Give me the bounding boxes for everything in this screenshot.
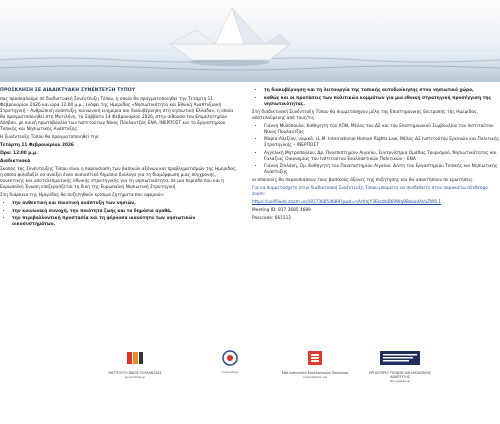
left-column: [0, 88, 238, 230]
ineposst-logo-icon: [220, 350, 240, 366]
focus-label: Στη διάρκεια της Ημερίδας θα συζητηθούν κρίσιμα ζητήματα που αφορούν:: [0, 193, 165, 198]
list-item: • Μαρία Αλεξίου, νομικό, LL.M. International Human Rights Law, Μέλος ΔΣ Ινστιτούτου Ερευνών και Πολιτικής Στρατηγικής – INEPΠOΣT: [264, 137, 500, 149]
logo-url[interactable]: enainstitute.org: [303, 375, 327, 379]
invitation-title: ΠΡΟΣΚΛΗΣΗ ΣΕ ΔΙΑΔΙΚΤΥΑΚΗ ΣΥΝΕΝΤΕΥΞΗ ΤΥΠΟΥ: [0, 88, 136, 93]
list-item: • την κοινωνική συνοχή, την ποιότητα ζωής και τα δημόσια αγαθά,: [12, 209, 238, 215]
focus-list: [0, 201, 238, 228]
join-label: Για να συμμετάσχετε στην διαδικτυακή Συνέντευξη Τύπου μπορείτε να συνδεθείτε στον παρακάτω σύνδεσμο zoom:: [252, 186, 488, 197]
logo-ineposst: [195, 350, 265, 386]
when-date: Τετάρτη 11 Φεβρουαρίου 2026: [0, 143, 74, 148]
passcode: Passcode: 661512: [252, 216, 292, 221]
ena-logo-icon: [305, 350, 325, 366]
logo-caption: ΙΝΣΤΙΤΟΥΤΟ ΝΙΚΟΣ ΠΟΥΛΑΝΤΖΑΣ: [108, 371, 162, 375]
zoom-link[interactable]: https://us06web.zoom.us/j/81736854689?pwd=nArfmjY3EkdzbB69Wq9BekodAVaZW8.1: [252, 200, 442, 205]
meeting-id: Meeting ID: 817 3685 4689: [252, 208, 311, 213]
logo-aegean-lab: [365, 350, 435, 386]
questions-paragraph: οι οποίοι/ες θα παρουσιάσουν τους βασικούς άξονες της συζήτησης και θα απαντήσουν σε ερωτήσεις.: [252, 178, 474, 183]
paper-boat-illustration: [0, 0, 500, 82]
press-invitation: [0, 88, 500, 338]
aegean-lab-logo-icon: [380, 350, 420, 366]
purpose-paragraph: Σκοπός της Συνέντευξης Τύπου είναι η παρουσίαση των βασικών αξόνων και προβληματισμών της Ημερίδας, η οποία φιλοδοξεί να ανοίξει έναν ουσιαστικό δημόσιο διάλογο για τη διαμόρφωση μιας σύγχρονης, συνεκτικής και αποτελεσματικής εθνικής στρατηγικής για τη νησιωτικότητα, σε μια περίοδο που και η Ευρωπαϊκή Ένωση επεξεργάζεται τη δική της Ευρωπαϊκή Νησιωτική Στρατηγική.: [0, 167, 237, 190]
list-item: • Γιάννη Μυλόπουλο, Καθηγητή του ΑΠΘ, Μέλος του ΔΣ και του Επιστημονικού Συμβουλίου του Ινστιτούτου Νίκος Πουλαντζάς: [264, 124, 500, 136]
logo-url[interactable]: ldd.aegean.gr: [389, 379, 411, 383]
speakers-intro: Στη διαδικτυακή Συνέντευξη Τύπου θα συμμετάσχουν μέλη της Επιστημονικής Επιτροπής της Ημερίδας, αποτελούμενης από τους/τις:: [252, 109, 479, 121]
list-item: • Αγγελική Μητροπούλου, Δρ. Πανεπιστημίου Αιγαίου, Συντονίστρια Ομάδας Τουρισμού, Νησιωτικότητας και Γαλάζιας Οικονομίας του Ινστιτούτου Εναλλακτικών Πολιτικών – ENA: [264, 151, 500, 163]
logo-caption: ΕΝΑ Ινστιτούτο Εναλλακτικών Πολιτικών: [281, 371, 349, 375]
list-item: • καθώς και οι προτάσεις των πολιτικών κομμάτων για μια εθνική στρατηγική προσέγγιση της νησιωτικότητας.: [264, 96, 500, 108]
poulantzas-logo-icon: [125, 350, 145, 366]
logo-caption: ΕΡΓΑΣΤΗΡΙΟ ΤΟΠΙΚΗΣ ΚΑΙ ΝΗΣΙΩΤΙΚΗΣ ΑΝΑΠΤΥΞΗΣ: [369, 371, 431, 379]
logo-ena: [280, 350, 350, 386]
logo-url[interactable]: poulantzas.gr: [124, 375, 146, 379]
logo-url[interactable]: ineposst.gr: [221, 370, 239, 374]
partner-logos: [0, 350, 500, 390]
intro-paragraph: σας προσκαλούμε σε διαδικτυακή Συνέντευξη Τύπου, η οποία θα πραγματοποιηθεί την Τετάρτη 11 Φεβρουαρίου 2026 και ώρα 12:00 μ.μ., ενόψει της Ημερίδας «Νησιωτικότητα και Εθνική Αναπτυξιακή Στρατηγική – Ανθρώπινη ανάπτυξη, κοινωνική ευημερία και διακυβέρνηση στη νησιωτική Ελλάδα», η οποία θα πραγματοποιηθεί στη Μυτιλήνη, το Σάββατο 14 Φεβρουαρίου 2026, στην αίθουσα του Επιμελητηρίου Λέσβου, με κοινή πρωτοβουλία των Ινστιτούτων Νίκος Πουλαντζάς ENA, INEPΠOΣT και το Εργαστηρίου Τοπικής και Νησιωτικής Ανάπτυξης.: [0, 97, 234, 132]
speakers-list: [252, 124, 500, 177]
list-item: • την ανθεκτική και ποιοτική ανάπτυξη των νησιών,: [12, 201, 238, 207]
right-column: [252, 88, 500, 224]
when-mode: Διαδικτυακά: [0, 159, 31, 164]
list-item: • την περιβαλλοντική προστασία και τη φέρουσα ικανότητα των νησιωτικών οικοσυστημάτων,: [12, 216, 238, 228]
hero-image: [0, 0, 500, 82]
list-item: • Γιάννη Σπιλάνη, Ομ. Καθηγητή του Πανεπιστημίου Αιγαίου, Δ/ντη του Εργαστηρίου Τοπικής και Νησιωτικής Ανάπτυξης: [264, 164, 500, 176]
when-time: Ώρα: 12:00 μ.μ.: [0, 151, 38, 156]
focus-list-continued: [252, 88, 500, 108]
when-label: Η Συνέντευξη Τύπου θα πραγματοποιηθεί την:: [0, 135, 100, 140]
logo-poulantzas: [100, 350, 170, 386]
list-item: • τη διακυβέρνηση και τη λειτουργία της τοπικής αυτοδιοίκησης στον νησιωτικό χώρο,: [264, 88, 500, 94]
